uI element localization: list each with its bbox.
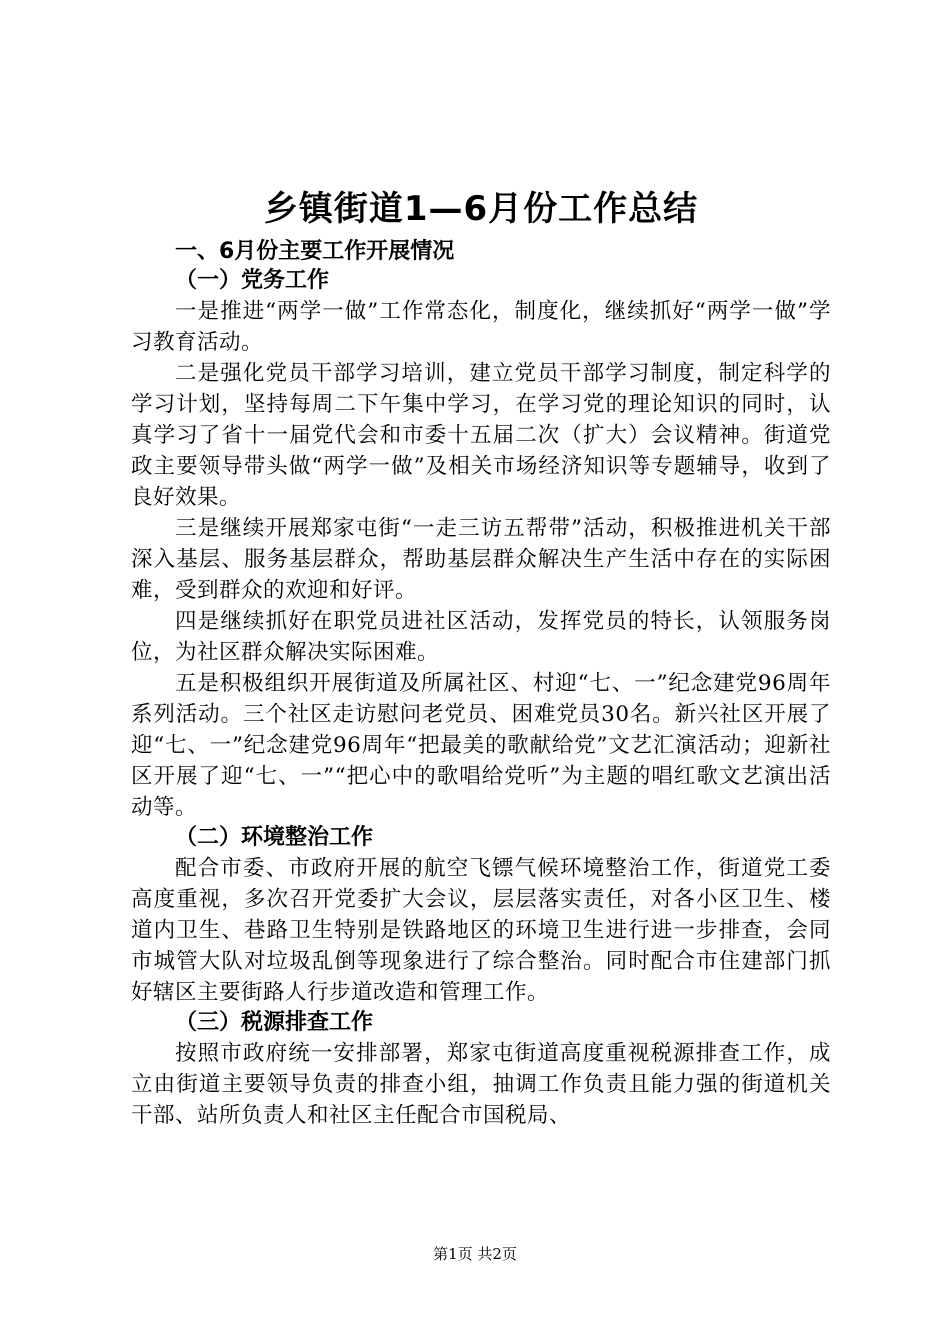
subheading-party-work: （一）党务工作 [175, 268, 330, 293]
section-heading-main-work: 一、6月份主要工作开展情况 [175, 239, 455, 264]
document-body [131, 186, 831, 1131]
paragraph-party-3: 三是继续开展郑家屯街“一走三访五帮带”活动，积极推进机关干部深入基层、服务基层群众，帮助基层群众解决生产生活中存在的实际困难，受到群众的欢迎和好评。 [131, 516, 831, 603]
page-footer: 第1页 共2页 [433, 1245, 517, 1263]
paragraph-tax-1: 按照市政府统一安排部署，郑家屯街道高度重视税源排查工作，成立由街道主要领导负责的排查小组，抽调工作负责且能力强的街道机关干部、站所负责人和社区主任配合市国税局、 [131, 1041, 831, 1128]
subheading-tax-work: （三）税源排查工作 [175, 1010, 374, 1035]
paragraph-party-1: 一是推进“两学一做”工作常态化，制度化，继续抓好“两学一做”学习教育活动。 [131, 299, 831, 355]
paragraph-party-5: 五是积极组织开展街道及所属社区、村迎“七、一”纪念建党96周年系列活动。三个社区走访慰问老党员、困难党员30名。新兴社区开展了迎“七、一”纪念建党96周年“把最美的歌献给党”文艺汇演活动；迎新社区开展了迎“七、一”“把心中的歌唱给党听”为主题的唱红歌文艺演出活动等。 [131, 671, 831, 820]
subheading-environment-work: （二）环境整治工作 [175, 825, 374, 850]
paragraph-party-2: 二是强化党员干部学习培训，建立党员干部学习制度，制定科学的学习计划，坚持每周二下午集中学习，在学习党的理论知识的同时，认真学习了省十一届党代会和市委十五届二次（扩大）会议精神。街道党政主要领导带头做“两学一做”及相关市场经济知识等专题辅导，收到了良好效果。 [131, 361, 831, 510]
paragraph-environment-1: 配合市委、市政府开展的航空飞镖气候环境整治工作，街道党工委高度重视，多次召开党委扩大会议，层层落实责任，对各小区卫生、楼道内卫生、巷路卫生特别是铁路地区的环境卫生进行进一步排查，会同市城管大队对垃圾乱倒等现象进行了综合整治。同时配合市住建部门抓好辖区主要街路人行步道改造和管理工作。 [131, 856, 831, 1005]
paragraph-party-4: 四是继续抓好在职党员进社区活动，发挥党员的特长，认领服务岗位，为社区群众解决实际困难。 [131, 609, 831, 665]
document-title: 乡镇街道1—6月份工作总结 [263, 189, 699, 229]
